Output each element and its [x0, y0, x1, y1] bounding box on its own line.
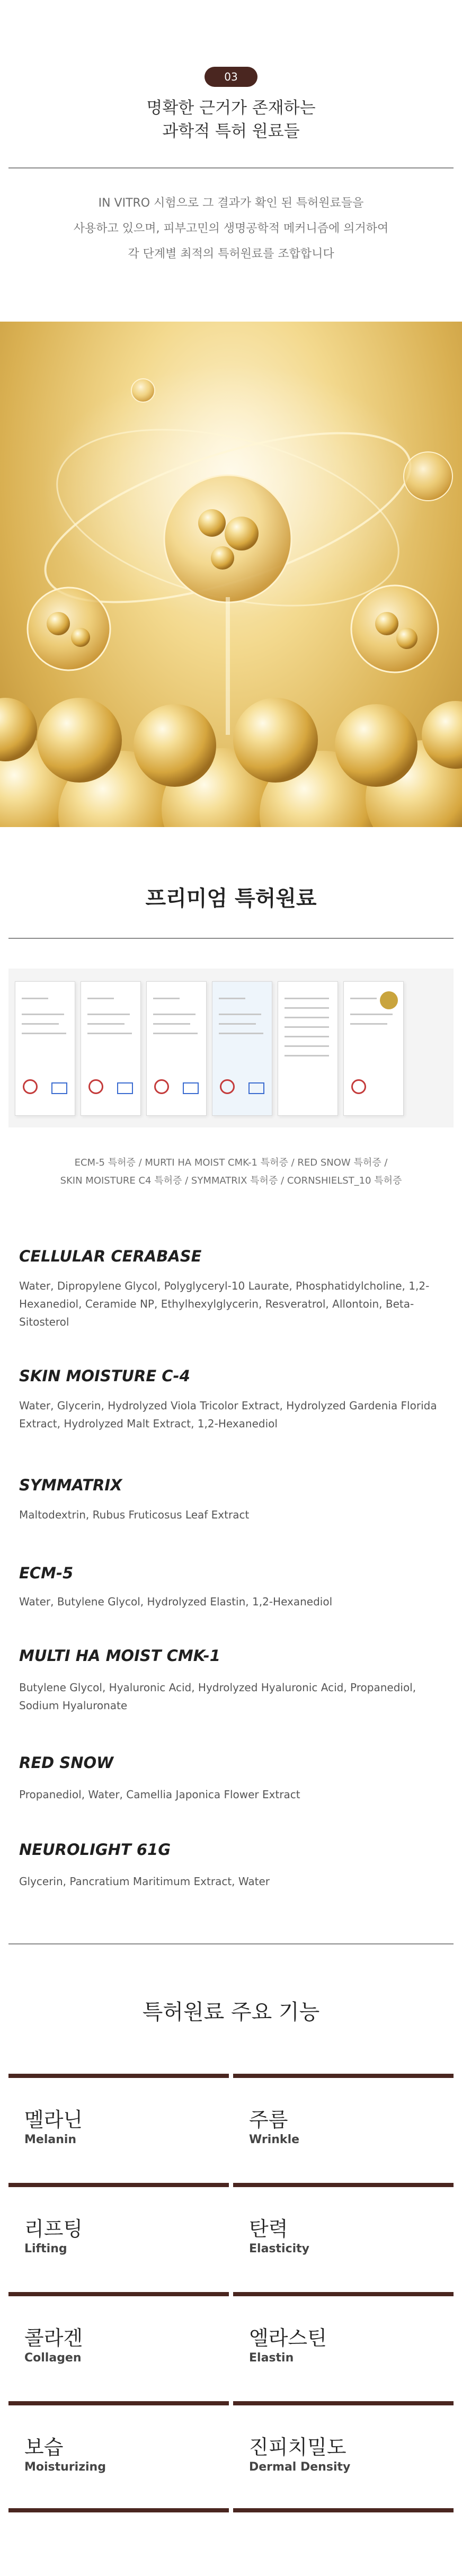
- ingredient-name: RED SNOW: [19, 1754, 114, 1772]
- function-korean-label: 엘라스틴: [249, 2326, 327, 2350]
- function-card-moisturizing: [8, 2401, 229, 2507]
- function-english-label: Elasticity: [249, 2242, 310, 2255]
- section-number-badge: 03: [205, 67, 257, 87]
- ingredient-description: Water, Dipropylene Glycol, Polyglyceryl-10 Laurate, Phosphatidylcholine, 1,2-Hexanediol, Ceramide NP, Ethylhexylglycerin, Resveratrol, Allontoin, Beta-Sitosterol: [19, 1280, 430, 1328]
- intro-line-1: IN VITRO 시험으로 그 결과가 확인 된 특허원료들을: [98, 197, 364, 210]
- function-english-label: Moisturizing: [24, 2460, 106, 2474]
- divider: [8, 938, 454, 939]
- function-korean-label: 콜라겐: [24, 2326, 83, 2350]
- headline-line-1: 명확한 근거가 존재하는: [146, 99, 316, 118]
- functions-section-title: 특허원료 주요 기능: [142, 2000, 320, 2024]
- patent-certificate: [278, 981, 338, 1116]
- function-grid-bottom-bar: [233, 2508, 454, 2512]
- patent-certificate: [343, 981, 404, 1116]
- function-korean-label: 주름: [249, 2108, 288, 2131]
- premium-section-title: 프리미엄 특허원료: [145, 886, 317, 911]
- function-english-label: Melanin: [24, 2133, 77, 2146]
- certificate-caption-line-1: ECM-5 특허증 / MURTI HA MOIST CMK-1 특허증 / RED SNOW 특허증 /: [74, 1157, 388, 1168]
- ingredient-description: Glycerin, Pancratium Maritimum Extract, Water: [19, 1875, 270, 1888]
- function-card-lifting: [8, 2183, 229, 2289]
- function-card-collagen: [8, 2292, 229, 2398]
- function-card-elasticity: [233, 2183, 454, 2289]
- ingredient-name: MULTI HA MOIST CMK-1: [19, 1647, 220, 1665]
- function-grid-bottom-bar: [8, 2508, 229, 2512]
- ingredient-name: NEUROLIGHT 61G: [19, 1841, 171, 1859]
- ingredient-name: SKIN MOISTURE C-4: [19, 1367, 190, 1385]
- function-card-elastin: [233, 2292, 454, 2398]
- divider: [8, 1943, 454, 1944]
- molecule-illustration: [0, 322, 462, 827]
- function-english-label: Lifting: [24, 2242, 67, 2255]
- intro-line-3: 각 단계별 최적의 특허원료를 조합합니다: [128, 247, 334, 261]
- function-english-label: Dermal Density: [249, 2460, 351, 2474]
- function-english-label: Collagen: [24, 2351, 82, 2365]
- ingredient-description: Water, Butylene Glycol, Hydrolyzed Elastin, 1,2-Hexanediol: [19, 1595, 333, 1608]
- ingredient-description: Propanediol, Water, Camellia Japonica Flower Extract: [19, 1788, 300, 1801]
- hero-gold-molecule-image: [0, 322, 462, 827]
- function-english-label: Wrinkle: [249, 2133, 300, 2146]
- patent-certificate: [146, 981, 207, 1116]
- function-korean-label: 진피치밀도: [249, 2436, 346, 2459]
- ingredient-name: CELLULAR CERABASE: [19, 1247, 202, 1265]
- ingredient-description: Butylene Glycol, Hyaluronic Acid, Hydrolyzed Hyaluronic Acid, Propanediol, Sodium Hyaluronate: [19, 1681, 416, 1712]
- ingredient-description: Maltodextrin, Rubus Fruticosus Leaf Extract: [19, 1508, 250, 1521]
- function-card-melanin: [8, 2074, 229, 2180]
- ingredient-name: SYMMATRIX: [19, 1476, 122, 1494]
- function-korean-label: 리프팅: [24, 2217, 83, 2241]
- function-korean-label: 탄력: [249, 2217, 288, 2241]
- patent-certificate: [15, 981, 75, 1116]
- patent-certificate: [212, 981, 272, 1116]
- intro-line-2: 사용하고 있으며, 피부고민의 생명공학적 메커니즘에 의거하여: [73, 222, 389, 235]
- patent-certificates-image: [8, 969, 454, 1127]
- function-card-wrinkle: [233, 2074, 454, 2180]
- function-korean-label: 보습: [24, 2436, 64, 2459]
- ingredient-name: ECM-5: [19, 1564, 74, 1582]
- headline-line-2: 과학적 특허 원료들: [162, 122, 300, 141]
- ingredient-description: Water, Glycerin, Hydrolyzed Viola Tricolor Extract, Hydrolyzed Gardenia Florida Extract, Hydrolyzed Malt Extract, 1,2-Hexanediol: [19, 1399, 437, 1430]
- function-english-label: Elastin: [249, 2351, 294, 2365]
- function-card-dermal-density: [233, 2401, 454, 2507]
- patent-certificate: [81, 981, 141, 1116]
- function-korean-label: 멜라닌: [24, 2108, 83, 2131]
- certificate-caption-line-2: SKIN MOISTURE C4 특허증 / SYMMATRIX 특허증 / CORNSHIELST_10 특허증: [60, 1175, 402, 1186]
- divider: [8, 167, 454, 168]
